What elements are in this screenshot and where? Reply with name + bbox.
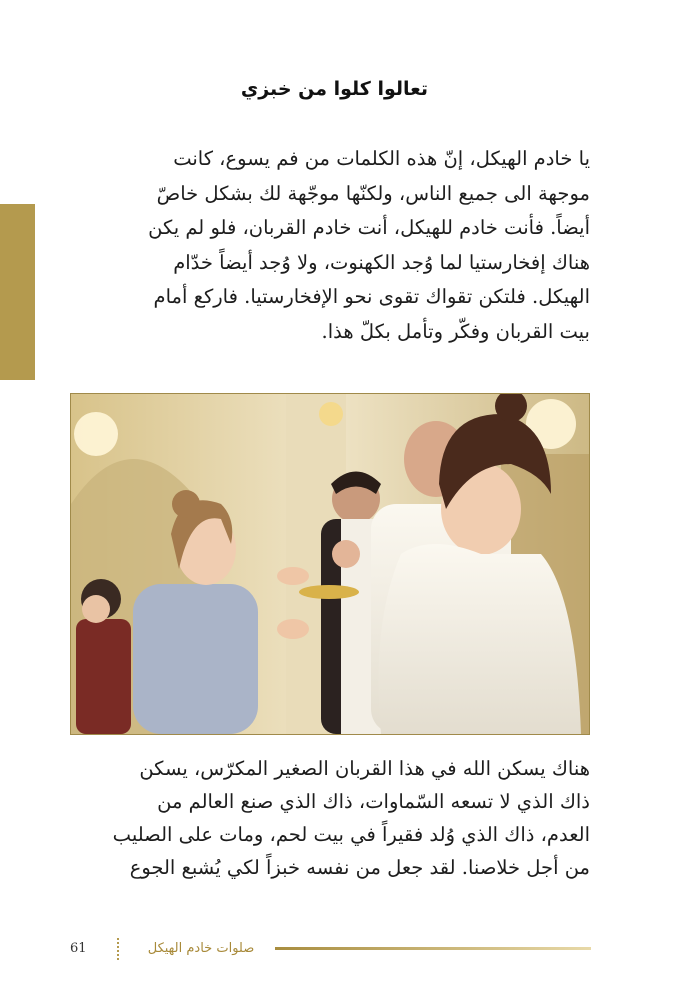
communion-photo-illustration xyxy=(71,394,589,734)
paragraph-line: يا خادم الهيكل، إنّ هذه الكلمات من فم يسوع، كانت xyxy=(173,147,590,170)
communion-photo xyxy=(70,393,590,735)
paragraph-line: العدم، ذاك الذي وُلد فقيراً في بيت لحم، ومات على الصليب xyxy=(112,823,590,846)
footer-rule xyxy=(275,947,591,950)
paragraph-line: موجهة الى جميع الناس، ولكنّها موجّهة لك بشكل خاصّ xyxy=(156,181,590,205)
page-title: تعالوا كلوا من خبزي xyxy=(240,78,428,100)
paragraph-line: الهيكل. فلتكن تقواك تقوى نحو الإفخارستيا. فاركع أمام xyxy=(153,285,590,308)
paragraph-line: ذاك الذي لا تسعه السّماوات، ذاك الذي صنع العالم من xyxy=(157,790,590,813)
footer-separator xyxy=(117,938,121,960)
paragraph-1 xyxy=(70,142,590,349)
footer-book-title: صلوات خادم الهيكل xyxy=(147,941,255,956)
page-number: 61 xyxy=(70,941,87,956)
side-tab-marker xyxy=(0,204,35,380)
paragraph-line: من أجل خلاصنا. لقد جعل من نفسه خبزاً لكي يُشبع الجوع xyxy=(129,856,590,879)
paragraph-line: بيت القربان وفكّر وتأمل بكلّ هذا. xyxy=(321,319,590,343)
paragraph-line: هناك إفخارستيا لما وُجد الكهنوت، ولا وُجد أيضاً خدّام xyxy=(173,250,590,274)
paragraph-2 xyxy=(70,752,590,884)
paragraph-line: هناك يسكن الله في هذا القربان الصغير المكرّس، يسكن xyxy=(139,757,590,780)
paragraph-line: أيضاً. فأنت خادم للهيكل، أنت خادم القربان، فلو لم يكن xyxy=(148,216,590,239)
